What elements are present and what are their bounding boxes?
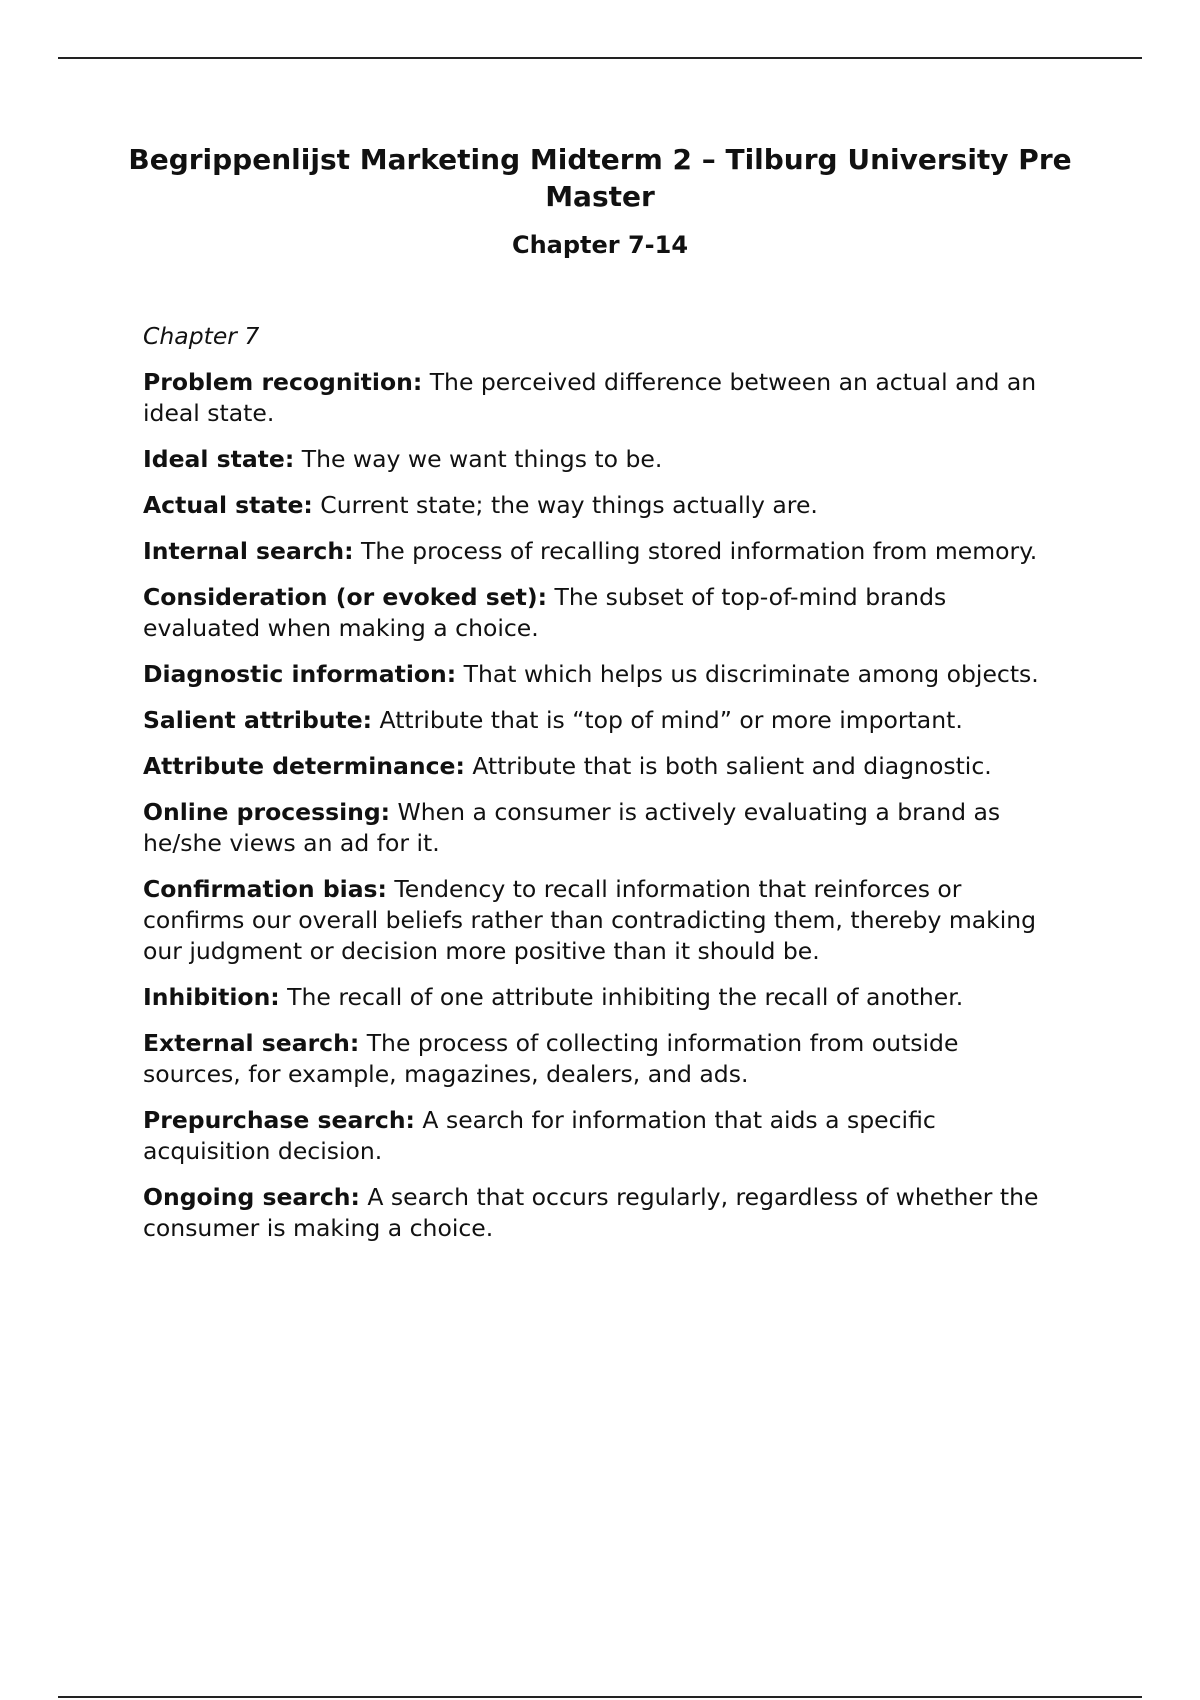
entry-definition: That which helps us discriminate among objects. [456, 660, 1039, 688]
entry-term: Ideal state: [143, 445, 295, 473]
entry-term: Consideration (or evoked set): [143, 583, 548, 611]
glossary-entry [143, 751, 1043, 782]
entry-definition: The process of collecting information from outside sources, for example, magazines, dealers, and ads. [143, 1029, 959, 1088]
entry-term: Confirmation bias: [143, 875, 387, 903]
entry-definition: When a consumer is actively evaluating a brand as he/she views an ad for it. [143, 798, 1001, 857]
entry-definition: Current state; the way things actually are. [312, 491, 818, 519]
top-divider [58, 57, 1142, 59]
glossary-entry [143, 367, 1043, 429]
entry-term: Prepurchase search: [143, 1106, 415, 1134]
glossary-entry [143, 582, 1043, 644]
glossary-entry [143, 1028, 1043, 1090]
entry-definition: A search for information that aids a specific acquisition decision. [143, 1106, 936, 1165]
glossary-entry [143, 1182, 1043, 1244]
glossary-entry [143, 1105, 1043, 1167]
entry-term: Diagnostic information: [143, 660, 457, 688]
document-title: Begrippenlijst Marketing Midterm 2 – Tilburg University Pre Master [128, 143, 1072, 213]
entry-definition: The perceived difference between an actual and an ideal state. [143, 368, 1037, 427]
entry-term: Problem recognition: [143, 368, 423, 396]
glossary-entry [143, 659, 1043, 690]
entry-definition: A search that occurs regularly, regardless of whether the consumer is making a choice. [143, 1183, 1039, 1242]
entry-term: Inhibition: [143, 983, 280, 1011]
bottom-divider [58, 1696, 1142, 1698]
entry-definition: The process of recalling stored information from memory. [353, 537, 1038, 565]
entry-term: Ongoing search: [143, 1183, 360, 1211]
entry-term: Online processing: [143, 798, 391, 826]
glossary-entry [143, 444, 1043, 475]
glossary-entry [143, 705, 1043, 736]
entry-term: Internal search: [143, 537, 354, 565]
entry-definition: Attribute that is both salient and diagnostic. [464, 752, 992, 780]
entry-definition: The way we want things to be. [294, 445, 663, 473]
glossary-entry [143, 874, 1043, 967]
glossary-entry [143, 982, 1043, 1013]
entry-definition: The recall of one attribute inhibiting the recall of another. [279, 983, 964, 1011]
chapter-label: Chapter 7 [143, 322, 260, 350]
glossary-entry [143, 536, 1043, 567]
glossary-content [143, 321, 1043, 1259]
entry-term: External search: [143, 1029, 360, 1057]
entry-term: Salient attribute: [143, 706, 373, 734]
entry-definition: Attribute that is “top of mind” or more important. [372, 706, 963, 734]
glossary-entry [143, 797, 1043, 859]
entry-definition: Tendency to recall information that reinforces or confirms our overall beliefs rather than contradicting them, thereby making our judgment or decision more positive than it should be. [143, 875, 1037, 965]
document-subtitle: Chapter 7-14 [511, 231, 689, 259]
glossary-entry [143, 490, 1043, 521]
entry-definition: The subset of top-of-mind brands evaluated when making a choice. [143, 583, 947, 642]
entry-term: Actual state: [143, 491, 313, 519]
entry-term: Attribute determinance: [143, 752, 465, 780]
